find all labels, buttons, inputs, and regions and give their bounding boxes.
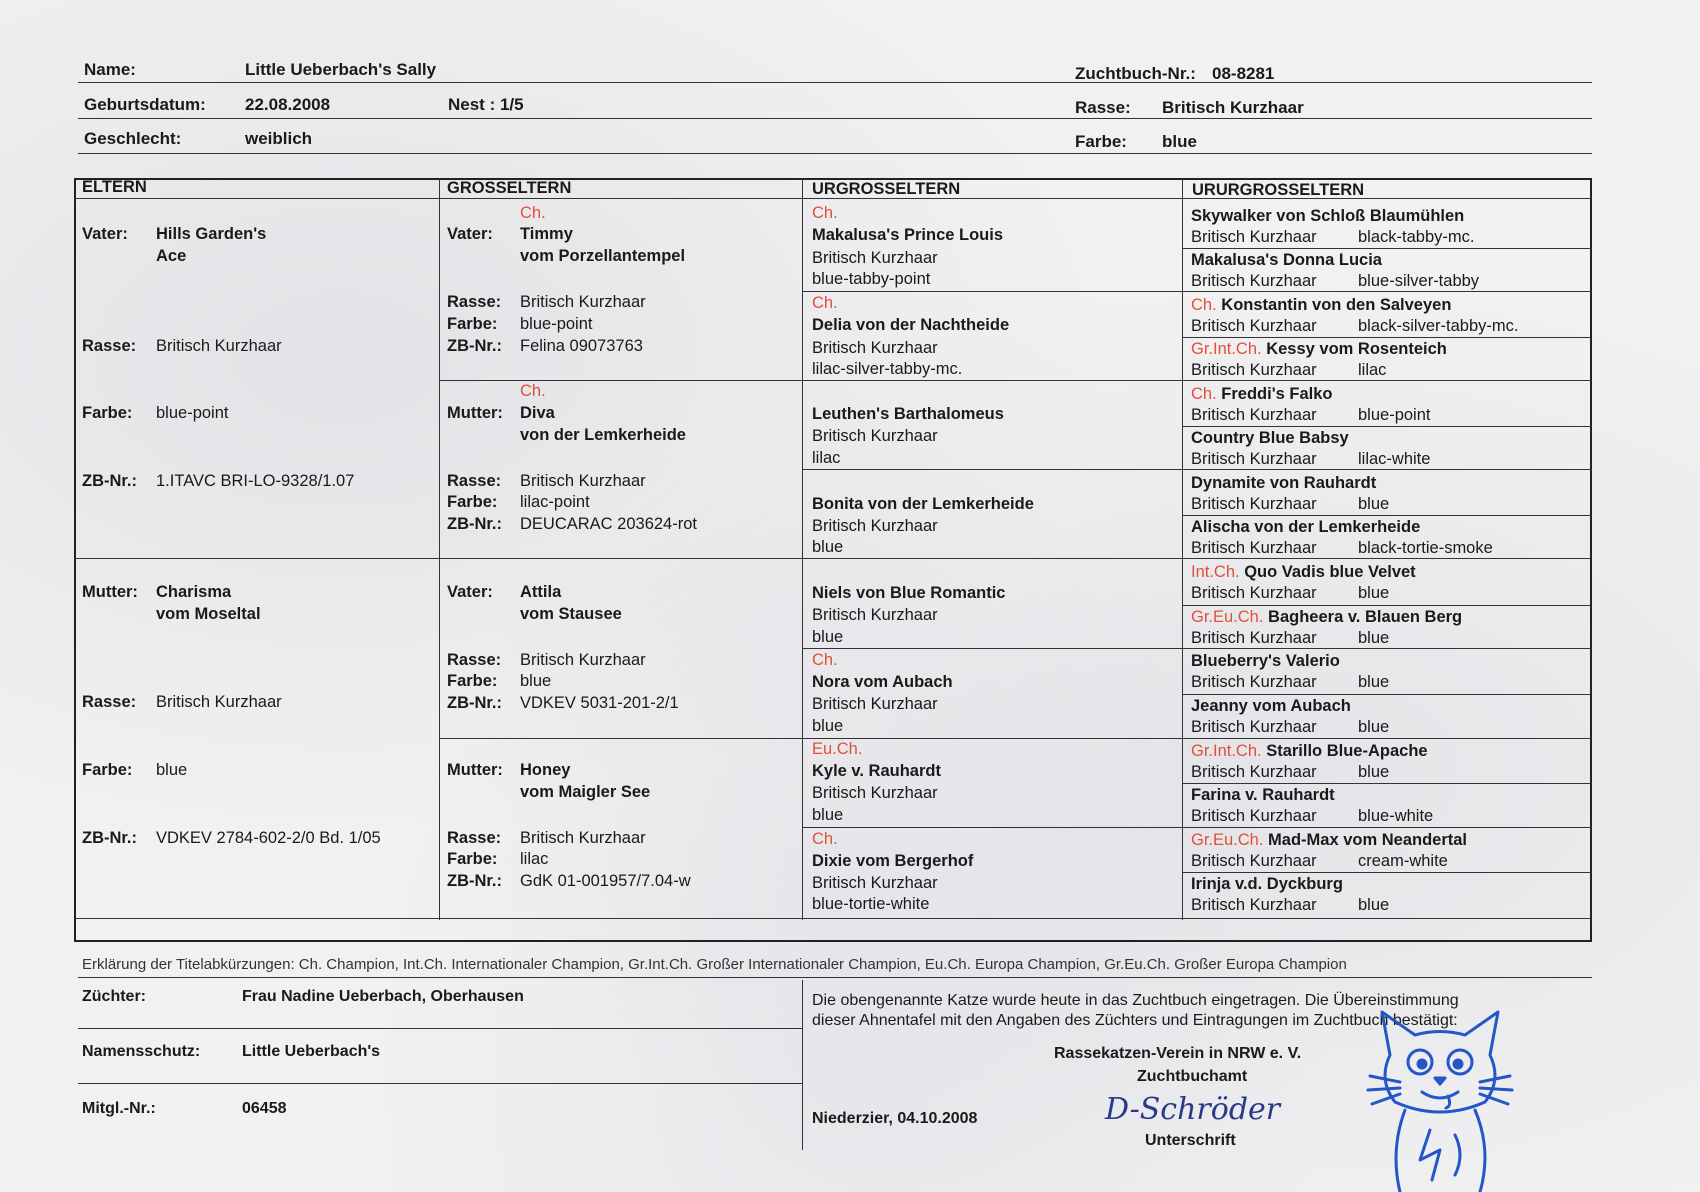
- grandparent-divider-3: [439, 738, 1592, 739]
- ggp-divider-3: [802, 469, 1592, 470]
- ggp-name: Nora vom Aubach: [812, 673, 953, 691]
- ggp-title: Eu.Ch.: [812, 740, 863, 758]
- gggp-color: cream-white: [1358, 852, 1448, 870]
- gggp-name: Jeanny vom Aubach: [1191, 697, 1351, 715]
- gggp-breed: Britisch Kurzhaar: [1191, 272, 1317, 290]
- gggp-name-line: [1191, 428, 1349, 448]
- ggp-divider-1: [802, 291, 1592, 292]
- grandparent-breed: Britisch Kurzhaar: [520, 293, 646, 311]
- gggp-title: Gr.Int.Ch.: [1191, 742, 1262, 760]
- gggp-name: Skywalker von Schloß Blaumühlen: [1191, 207, 1465, 225]
- gggp-color: lilac-white: [1358, 450, 1431, 468]
- ggp-color: lilac-silver-tabby-mc.: [812, 360, 963, 378]
- cat-logo-stamp: [1360, 1010, 1520, 1192]
- gggp-name: Mad-Max vom Neandertal: [1268, 831, 1468, 849]
- gggp-color: blue: [1358, 584, 1390, 602]
- mother-zb-label: ZB-Nr.:: [82, 829, 137, 847]
- mother-zb: VDKEV 2784-602-2/0 Bd. 1/05: [156, 829, 381, 847]
- header-line-2: [78, 118, 1592, 119]
- confirmation-line-1: Die obengenannte Katze wurde heute in das Zuchtbuch eingetragen. Die Übereinstimmung: [812, 992, 1459, 1009]
- gggp-breed: Britisch Kurzhaar: [1191, 807, 1317, 825]
- gggp-name: Farina v. Rauhardt: [1191, 786, 1335, 804]
- gggp-name: Bagheera v. Blauen Berg: [1268, 608, 1463, 626]
- gggp-name: Freddi's Falko: [1221, 385, 1333, 403]
- footer-line-1: [78, 977, 1592, 978]
- ggp-name: Leuthen's Barthalomeus: [812, 405, 1004, 423]
- gggp-breed: Britisch Kurzhaar: [1191, 718, 1317, 736]
- gggp-breed: Britisch Kurzhaar: [1191, 317, 1317, 335]
- gggp-name: Blueberry's Valerio: [1191, 652, 1340, 670]
- title-abbreviations-explanation: Erklärung der Titelabkürzungen: Ch. Champion, Int.Ch. Internationaler Champion, Gr.Int.Ch. Großer Internationaler Champion, Eu.Ch. Europa Champion, Gr.Eu.Ch. Großer Europa Champion: [82, 956, 1347, 973]
- gggp-name: Dynamite von Rauhardt: [1191, 474, 1377, 492]
- zb-value: 08-8281: [1212, 64, 1275, 83]
- grandparent-name-2: vom Porzellantempel: [520, 247, 686, 265]
- gggp-title: Ch.: [1191, 296, 1217, 314]
- zb-label: Zuchtbuch-Nr.:: [1075, 64, 1196, 83]
- grandparent-breed-label: Rasse:: [447, 293, 502, 311]
- gggp-color: lilac: [1358, 361, 1387, 379]
- col-divider-3: [1182, 178, 1183, 920]
- ggp-color: blue: [812, 628, 844, 646]
- gggp-divider: [1182, 872, 1592, 873]
- studbook-office: Zuchtbuchamt: [1137, 1068, 1248, 1085]
- grandparent-zb: Felina 09073763: [520, 337, 643, 355]
- grandparent-color-label: Farbe:: [447, 672, 498, 690]
- name-label: Name:: [84, 60, 136, 79]
- color-value: blue: [1162, 132, 1197, 151]
- breeder-value: Frau Nadine Ueberbach, Oberhausen: [242, 988, 524, 1005]
- gggp-breed: Britisch Kurzhaar: [1191, 852, 1317, 870]
- mother-breed: Britisch Kurzhaar: [156, 693, 282, 711]
- gggp-name-line: [1191, 651, 1340, 671]
- ggp-divider-7: [802, 827, 1592, 828]
- gggp-name-line: [1191, 741, 1428, 761]
- name-value: Little Ueberbach's Sally: [245, 60, 437, 79]
- ggp-breed: Britisch Kurzhaar: [812, 695, 938, 713]
- grandparent-color-label: Farbe:: [447, 493, 498, 511]
- footer-vertical-divider: [802, 980, 803, 1150]
- grandparent-name-2: vom Stausee: [520, 605, 622, 623]
- gggp-divider: [1182, 694, 1592, 695]
- gggp-title: Gr.Int.Ch.: [1191, 340, 1262, 358]
- header-line-3: [78, 153, 1592, 154]
- grandparent-breed: Britisch Kurzhaar: [520, 651, 646, 669]
- ggp-title: Ch.: [812, 651, 838, 669]
- gggp-color: blue-silver-tabby: [1358, 272, 1480, 290]
- grandparent-zb-label: ZB-Nr.:: [447, 694, 502, 712]
- col-divider-2: [802, 178, 803, 920]
- ggp-color: blue: [812, 717, 844, 735]
- ggp-breed: Britisch Kurzhaar: [812, 784, 938, 802]
- col-header-parents: ELTERN: [82, 178, 147, 196]
- gggp-color: blue: [1358, 718, 1390, 736]
- sex-label: Geschlecht:: [84, 129, 182, 148]
- gggp-color: blue: [1358, 629, 1390, 647]
- father-breed-label: Rasse:: [82, 337, 137, 355]
- ggp-breed: Britisch Kurzhaar: [812, 517, 938, 535]
- table-bottom-line: [74, 918, 1592, 919]
- ggp-name: Dixie vom Bergerhof: [812, 852, 974, 870]
- grandparent-name-2: vom Maigler See: [520, 783, 651, 801]
- grandparent-color: lilac-point: [520, 493, 590, 511]
- birth-label: Geburtsdatum:: [84, 95, 206, 114]
- mother-breed-label: Rasse:: [82, 693, 137, 711]
- gggp-breed: Britisch Kurzhaar: [1191, 539, 1317, 557]
- grandparent-breed: Britisch Kurzhaar: [520, 472, 646, 490]
- grandparent-role: Mutter:: [447, 404, 503, 422]
- grandparent-breed-label: Rasse:: [447, 829, 502, 847]
- ggp-breed: Britisch Kurzhaar: [812, 249, 938, 267]
- grandparent-role: Vater:: [447, 225, 493, 243]
- gggp-name-line: [1191, 696, 1351, 716]
- gggp-name: Irinja v.d. Dyckburg: [1191, 875, 1343, 893]
- signature: D-Schröder: [1105, 1092, 1281, 1127]
- gggp-color: blue-point: [1358, 406, 1431, 424]
- gggp-color: blue: [1358, 673, 1390, 691]
- ggp-name: Makalusa's Prince Louis: [812, 226, 1003, 244]
- gggp-color: black-silver-tabby-mc.: [1358, 317, 1519, 335]
- grandparent-name-1: Timmy: [520, 225, 573, 243]
- grandparent-color: blue-point: [520, 315, 593, 333]
- sex-value: weiblich: [245, 129, 313, 148]
- ggp-name: Kyle v. Rauhardt: [812, 762, 941, 780]
- grandparent-divider-1: [439, 380, 1592, 381]
- mother-name-2: vom Moseltal: [156, 605, 261, 623]
- gggp-color: black-tortie-smoke: [1358, 539, 1493, 557]
- gggp-name-line: [1191, 830, 1467, 850]
- ggp-breed: Britisch Kurzhaar: [812, 874, 938, 892]
- father-color-label: Farbe:: [82, 404, 133, 422]
- gggp-name: Kessy vom Rosenteich: [1266, 340, 1447, 358]
- gggp-name-line: [1191, 339, 1447, 359]
- mother-role: Mutter:: [82, 583, 138, 601]
- ggp-title: Ch.: [812, 830, 838, 848]
- ggp-breed: Britisch Kurzhaar: [812, 606, 938, 624]
- grandparent-zb: VDKEV 5031-201-2/1: [520, 694, 679, 712]
- grandparent-color: lilac: [520, 850, 549, 868]
- gggp-divider: [1182, 426, 1592, 427]
- footer-line-2: [78, 1028, 802, 1029]
- birth-value: 22.08.2008: [245, 95, 331, 114]
- gggp-divider: [1182, 248, 1592, 249]
- ggp-divider-5: [802, 648, 1592, 649]
- grandparent-zb: GdK 01-001957/7.04-w: [520, 872, 691, 890]
- gggp-breed: Britisch Kurzhaar: [1191, 673, 1317, 691]
- gggp-breed: Britisch Kurzhaar: [1191, 228, 1317, 246]
- gggp-breed: Britisch Kurzhaar: [1191, 495, 1317, 513]
- gggp-breed: Britisch Kurzhaar: [1191, 629, 1317, 647]
- grandparent-role: Vater:: [447, 583, 493, 601]
- footer-line-3: [78, 1083, 802, 1084]
- ggp-breed: Britisch Kurzhaar: [812, 427, 938, 445]
- father-zb-label: ZB-Nr.:: [82, 472, 137, 490]
- gggp-name: Makalusa's Donna Lucia: [1191, 251, 1382, 269]
- breed-value: Britisch Kurzhaar: [1162, 98, 1304, 117]
- gggp-divider: [1182, 605, 1592, 606]
- gggp-name-line: [1191, 562, 1416, 582]
- father-role: Vater:: [82, 225, 128, 243]
- gggp-color: blue: [1358, 896, 1390, 914]
- col-divider-1: [439, 178, 440, 920]
- gggp-color: blue-white: [1358, 807, 1434, 825]
- ggp-name: Bonita von der Lemkerheide: [812, 495, 1034, 513]
- gggp-color: blue: [1358, 495, 1390, 513]
- confirmation-line-2: dieser Ahnentafel mit den Angaben des Züchters und Eintragungen im Zuchtbuch bestätigt:: [812, 1012, 1458, 1029]
- grandparent-zb-label: ZB-Nr.:: [447, 337, 502, 355]
- gggp-name: Alischa von der Lemkerheide: [1191, 518, 1421, 536]
- grandparent-breed-label: Rasse:: [447, 472, 502, 490]
- gggp-name: Country Blue Babsy: [1191, 429, 1349, 447]
- gggp-breed: Britisch Kurzhaar: [1191, 896, 1317, 914]
- header-line-1: [78, 82, 1592, 83]
- gggp-divider: [1182, 783, 1592, 784]
- name-protection-label: Namensschutz:: [82, 1043, 201, 1060]
- grandparent-breed: Britisch Kurzhaar: [520, 829, 646, 847]
- breeder-label: Züchter:: [82, 988, 146, 1005]
- col-header-great-grandparents: URGROSSELTERN: [812, 180, 961, 198]
- parents-divider: [74, 558, 1592, 559]
- gggp-color: blue: [1358, 763, 1390, 781]
- ggp-color: lilac: [812, 449, 841, 467]
- signature-label: Unterschrift: [1145, 1132, 1236, 1149]
- gggp-title: Ch.: [1191, 385, 1217, 403]
- grandparent-name-2: von der Lemkerheide: [520, 426, 686, 444]
- grandparent-title: Ch.: [520, 382, 546, 400]
- gggp-breed: Britisch Kurzhaar: [1191, 584, 1317, 602]
- place-date: Niederzier, 04.10.2008: [812, 1110, 978, 1127]
- gggp-name-line: [1191, 295, 1451, 315]
- col-header-grandparents: GROSSELTERN: [447, 179, 572, 197]
- grandparent-title: Ch.: [520, 204, 546, 222]
- ggp-name: Delia von der Nachtheide: [812, 316, 1010, 334]
- father-name-1: Hills Garden's: [156, 225, 267, 243]
- grandparent-color-label: Farbe:: [447, 850, 498, 868]
- color-label: Farbe:: [1075, 132, 1127, 151]
- gggp-name-line: [1191, 785, 1335, 805]
- gggp-name-line: [1191, 517, 1420, 537]
- ggp-color: blue: [812, 806, 844, 824]
- gggp-title: Gr.Eu.Ch.: [1191, 831, 1264, 849]
- grandparent-zb: DEUCARAC 203624-rot: [520, 515, 697, 533]
- grandparent-name-1: Diva: [520, 404, 555, 422]
- gggp-breed: Britisch Kurzhaar: [1191, 361, 1317, 379]
- mother-color: blue: [156, 761, 188, 779]
- gggp-breed: Britisch Kurzhaar: [1191, 450, 1317, 468]
- grandparent-role: Mutter:: [447, 761, 503, 779]
- gggp-color: black-tabby-mc.: [1358, 228, 1475, 246]
- gggp-breed: Britisch Kurzhaar: [1191, 406, 1317, 424]
- member-value: 06458: [242, 1100, 287, 1117]
- grandparent-name-1: Honey: [520, 761, 571, 779]
- father-color: blue-point: [156, 404, 229, 422]
- gggp-breed: Britisch Kurzhaar: [1191, 763, 1317, 781]
- father-name-2: Ace: [156, 247, 187, 265]
- ggp-title: Ch.: [812, 294, 838, 312]
- grandparent-name-1: Attila: [520, 583, 562, 601]
- mother-name-1: Charisma: [156, 583, 232, 601]
- gggp-name-line: [1191, 206, 1464, 226]
- gggp-title: Int.Ch.: [1191, 563, 1240, 581]
- gggp-divider: [1182, 515, 1592, 516]
- gggp-name-line: [1191, 473, 1376, 493]
- col-header-great-great-grandparents: URURGROSSELTERN: [1192, 181, 1365, 199]
- gggp-name-line: [1191, 250, 1382, 270]
- gggp-name: Konstantin von den Salveyen: [1221, 296, 1452, 314]
- grandparent-zb-label: ZB-Nr.:: [447, 515, 502, 533]
- ggp-color: blue-tortie-white: [812, 895, 930, 913]
- breed-label: Rasse:: [1075, 98, 1131, 117]
- grandparent-color: blue: [520, 672, 552, 690]
- gggp-name-line: [1191, 607, 1462, 627]
- grandparent-breed-label: Rasse:: [447, 651, 502, 669]
- member-label: Mitgl.-Nr.:: [82, 1100, 156, 1117]
- ggp-color: blue-tabby-point: [812, 270, 931, 288]
- ggp-color: blue: [812, 538, 844, 556]
- gggp-name: Quo Vadis blue Velvet: [1244, 563, 1416, 581]
- gggp-divider: [1182, 337, 1592, 338]
- father-zb: 1.ITAVC BRI-LO-9328/1.07: [156, 472, 355, 490]
- gggp-name-line: [1191, 874, 1343, 894]
- ggp-name: Niels von Blue Romantic: [812, 584, 1006, 602]
- gggp-name: Starillo Blue-Apache: [1266, 742, 1428, 760]
- father-breed: Britisch Kurzhaar: [156, 337, 282, 355]
- grandparent-zb-label: ZB-Nr.:: [447, 872, 502, 890]
- mother-color-label: Farbe:: [82, 761, 133, 779]
- association-name: Rassekatzen-Verein in NRW e. V.: [1054, 1045, 1302, 1062]
- ggp-breed: Britisch Kurzhaar: [812, 339, 938, 357]
- gggp-name-line: [1191, 384, 1332, 404]
- grandparent-color-label: Farbe:: [447, 315, 498, 333]
- name-protection-value: Little Ueberbach's: [242, 1043, 381, 1060]
- nest-info: Nest : 1/5: [448, 95, 524, 114]
- ggp-title: Ch.: [812, 204, 838, 222]
- gggp-title: Gr.Eu.Ch.: [1191, 608, 1264, 626]
